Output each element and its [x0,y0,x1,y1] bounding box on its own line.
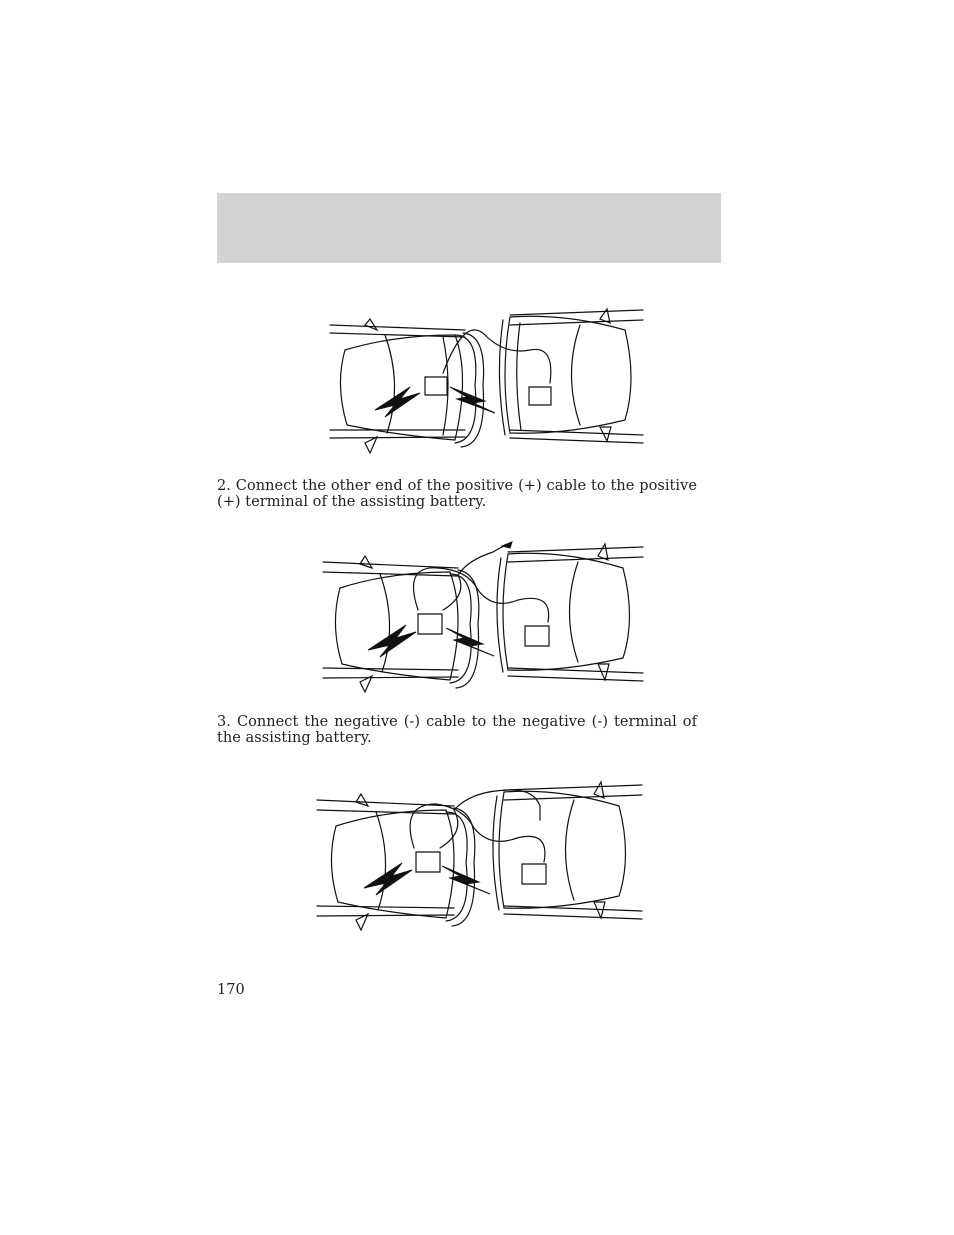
jump-start-diagram-2 [318,540,648,700]
battery-assisting [525,626,549,646]
spark-left [368,625,416,657]
jump-start-figure-3 [312,776,647,938]
section-header-band [217,193,721,263]
instruction-step-2: 2. Connect the other end of the positive (+) cable to the positive (+) terminal of the assisting battery. [217,478,697,510]
battery-assisting [529,387,551,405]
battery-assisting [522,864,546,884]
jump-start-diagram-1 [325,305,650,465]
positive-cable [443,330,551,383]
clamp-loose [502,542,512,548]
jump-start-figure-1 [325,305,650,465]
page-number: 170 [217,982,245,998]
spark-right [450,387,495,413]
battery-disabled [425,377,447,395]
spark-right [442,866,490,894]
assisting-vehicle [499,309,643,443]
negative-cable-loose [443,544,510,610]
battery-disabled [418,614,442,634]
spark-left [364,863,412,895]
spark-right [446,628,494,656]
disabled-vehicle [317,794,475,930]
assisting-vehicle [497,544,643,681]
assisting-vehicle [493,782,642,919]
jump-start-figure-2 [318,540,648,700]
jump-start-diagram-3 [312,776,647,938]
instruction-step-3: 3. Connect the negative (-) cable to the negative (-) terminal of the assisting battery. [217,714,697,746]
spark-left [375,387,420,417]
disabled-vehicle [323,556,479,692]
battery-disabled [416,852,440,872]
